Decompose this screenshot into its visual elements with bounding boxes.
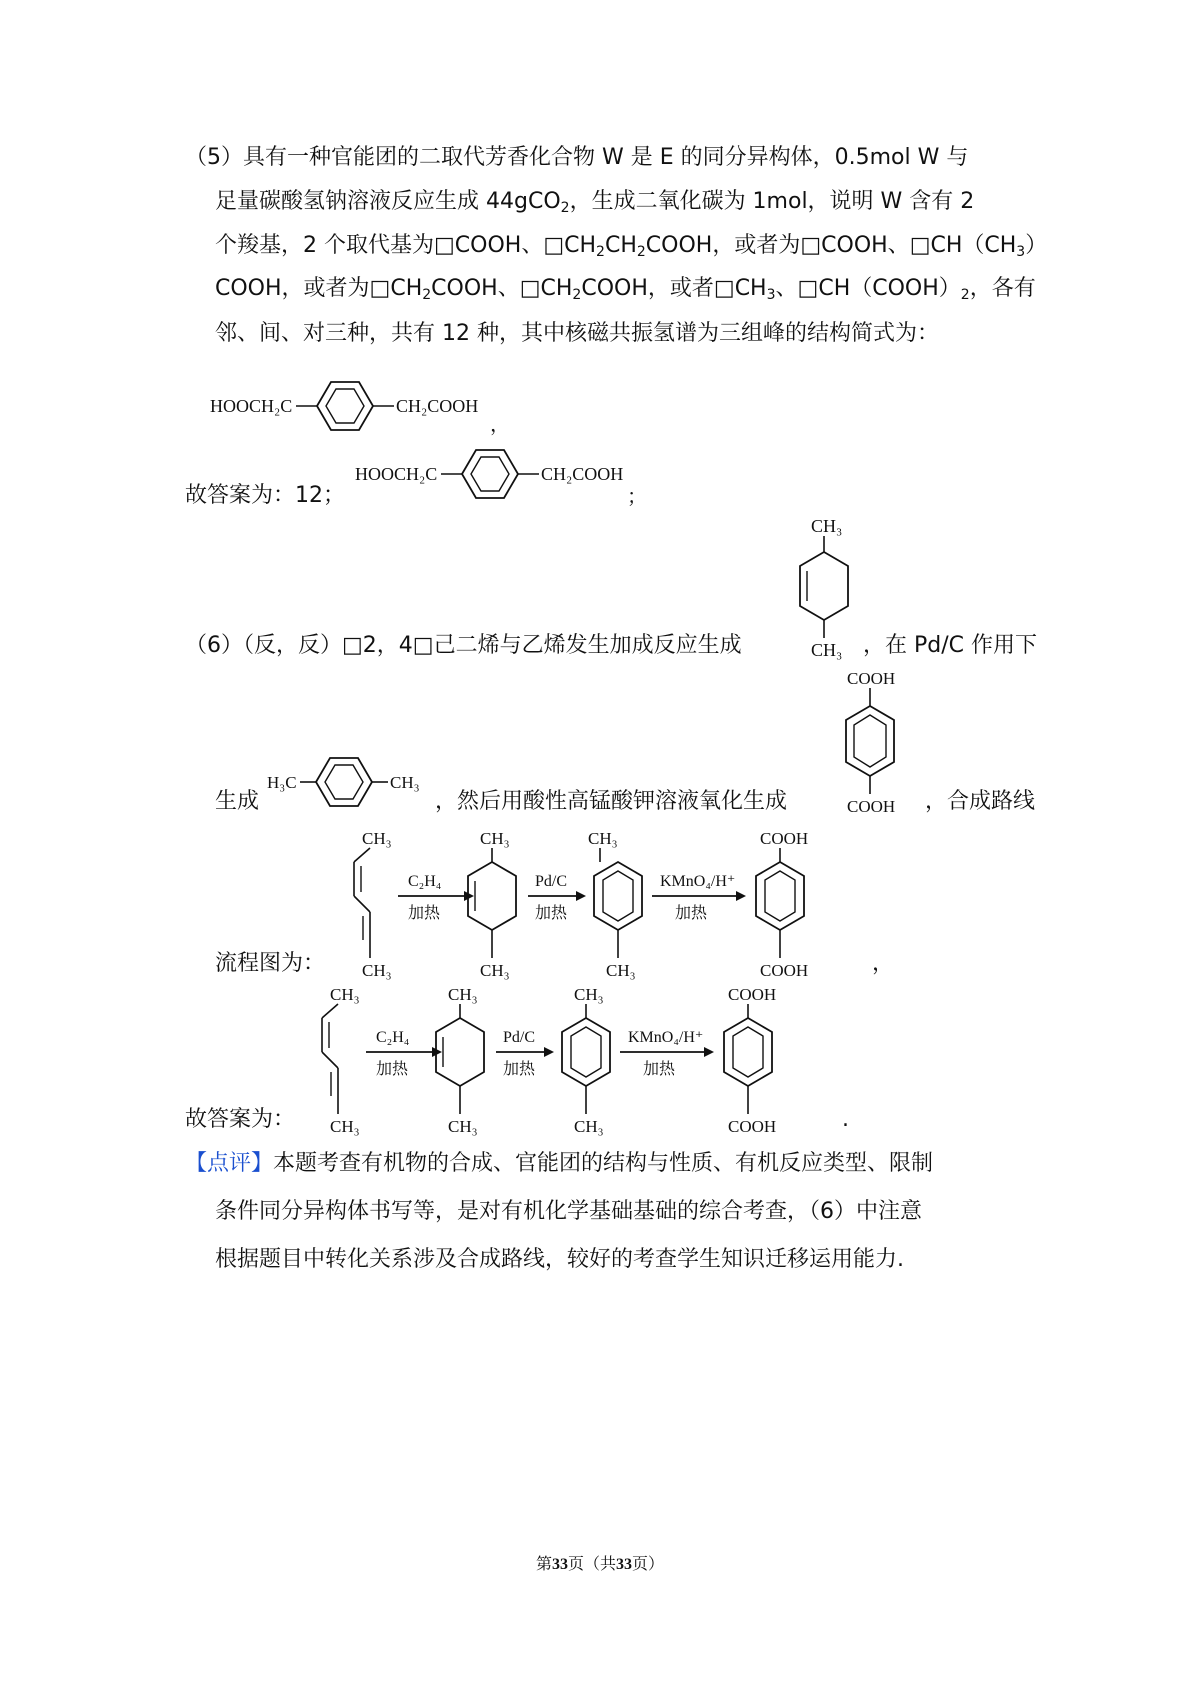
q5-line-5: 邻、间、对三种，共有 12 种，其中核磁共振氢谱为三组峰的结构简式为： — [215, 321, 939, 346]
label-heat: 加热 — [643, 1061, 676, 1078]
q5-line-2: 足量碳酸氢钠溶液反应生成 44gCO$_2$，生成二氧化碳为 1mol，说明 W 含有 2 — [215, 189, 975, 216]
terephthalic-acid-structure — [756, 829, 808, 980]
struct-cooh-top: COOH — [847, 669, 896, 688]
structure-4-methyl-1-methylcyclohexene — [790, 514, 870, 664]
synthesis-route — [330, 826, 895, 984]
review-line-3: 根据题目中转化关系涉及合成路线，较好的考查学生知识迁移运用能力. — [215, 1247, 904, 1272]
q6-line-3-end: ， — [872, 951, 895, 976]
review-tag: 【点评】 — [185, 1151, 274, 1176]
page-number: 33 — [551, 1556, 568, 1573]
struct-cooh: COOH — [760, 961, 809, 980]
struct-ch3: CH₃ — [362, 961, 392, 980]
structure-para-xylene — [267, 748, 447, 818]
q6-line-3: 流程图为： — [215, 951, 326, 976]
struct-left-group: HOOCH₂C — [210, 396, 293, 416]
q5-line-3: 个羧基，2 个取代基为□COOH、$□CH_2CH_2COOH$，或者为□COOH、$□CH(CH_3)$ — [215, 233, 1048, 260]
struct-h3c: H₃C — [267, 773, 297, 792]
structure-terephthalic-acid — [830, 666, 920, 822]
struct-right-group: CH₂COOH — [541, 464, 624, 484]
review-line-1: 【点评】本题考查有机物的合成、官能团的结构与性质、有机反应类型、限制 — [185, 1151, 934, 1176]
label-heat: 加热 — [408, 905, 441, 922]
reagent-ethylene: C₂H₄ — [376, 1029, 410, 1046]
struct-ch3-top: CH₃ — [811, 516, 843, 536]
structure-para-phenylenediacetic-acid — [210, 378, 500, 438]
struct-cooh: COOH — [728, 1117, 777, 1136]
hexadiene-structure — [354, 829, 392, 980]
q6-answer-end: . — [842, 1107, 849, 1132]
struct-ch3: CH₃ — [588, 829, 618, 848]
q6-line-2a: 生成 — [215, 789, 260, 814]
struct-ch3-bottom: CH₃ — [811, 640, 843, 660]
label-heat: 加热 — [675, 905, 708, 922]
p-xylene-structure — [562, 985, 610, 1136]
struct-ch3: CH₃ — [362, 829, 392, 848]
struct-cooh: COOH — [728, 985, 777, 1004]
hexadiene-structure — [322, 985, 360, 1136]
struct-ch3: CH₃ — [448, 1117, 478, 1136]
struct-left-group: HOOCH₂C — [355, 464, 438, 484]
reagent-pd-c: Pd/C — [503, 1029, 536, 1046]
struct-ch3: CH₃ — [390, 773, 420, 792]
q6-answer-label: 故答案为： — [185, 1107, 296, 1132]
label-heat: 加热 — [376, 1061, 409, 1078]
review-line-2: 条件同分异构体书写等，是对有机化学基础基础的综合考查，（6）中注意 — [215, 1199, 922, 1224]
struct-ch3: CH₃ — [448, 985, 478, 1004]
struct-right-group: CH₂COOH — [396, 396, 479, 416]
q5-answer-label: 故答案为：12； — [185, 483, 345, 508]
reagent-ethylene: C₂H₄ — [408, 873, 442, 890]
reagent-kmno4: KMnO₄/H⁺ — [660, 873, 736, 890]
struct-ch3: CH₃ — [574, 1117, 604, 1136]
label-heat: 加热 — [535, 905, 568, 922]
q5-line-4: COOH，或者为$□CH_2COOH$、$□CH_2COOH$，或者$□CH_3$、$□CH(COOH)_2$，各有 — [215, 276, 1036, 303]
struct-cooh-bottom: COOH — [847, 797, 896, 816]
cyclohexene-structure — [436, 985, 484, 1136]
reagent-pd-c: Pd/C — [535, 873, 568, 890]
q6-line-1-end: ，在 Pd/C 作用下 — [863, 633, 1037, 658]
struct-ch3: CH₃ — [330, 985, 360, 1004]
reagent-kmno4: KMnO₄/H⁺ — [628, 1029, 704, 1046]
q6-line-1: （6）（反，反）□2，4□己二烯与乙烯发生加成反应生成 — [185, 633, 742, 658]
struct-ch3: CH₃ — [480, 829, 510, 848]
cyclohexene-structure — [468, 829, 516, 980]
terephthalic-acid-structure — [724, 985, 776, 1136]
struct-ch3: CH₃ — [330, 1117, 360, 1136]
q5-line-1: （5）具有一种官能团的二取代芳香化合物 W 是 E 的同分异构体，0.5mol W 与 — [185, 145, 969, 170]
page-total: 33 — [616, 1556, 632, 1573]
struct-ch3: CH₃ — [574, 985, 604, 1004]
q5-answer-end: ； — [627, 484, 647, 508]
struct-ch3: CH₃ — [480, 961, 510, 980]
q6-line-2b: ，然后用酸性高锰酸钾溶液氧化生成 — [435, 789, 788, 814]
label-heat: 加热 — [503, 1061, 536, 1078]
answer-structure-para-phenylenediacetic-acid — [355, 446, 645, 506]
q6-line-2c: ，合成路线 — [925, 789, 1036, 814]
page-footer: 第33页（共33页） — [535, 1556, 665, 1573]
answer-synthesis-route — [298, 982, 863, 1140]
struct-cooh: COOH — [760, 829, 809, 848]
p-xylene-structure — [588, 829, 642, 980]
struct-comma: ， — [490, 412, 510, 436]
struct-ch3: CH₃ — [606, 961, 636, 980]
